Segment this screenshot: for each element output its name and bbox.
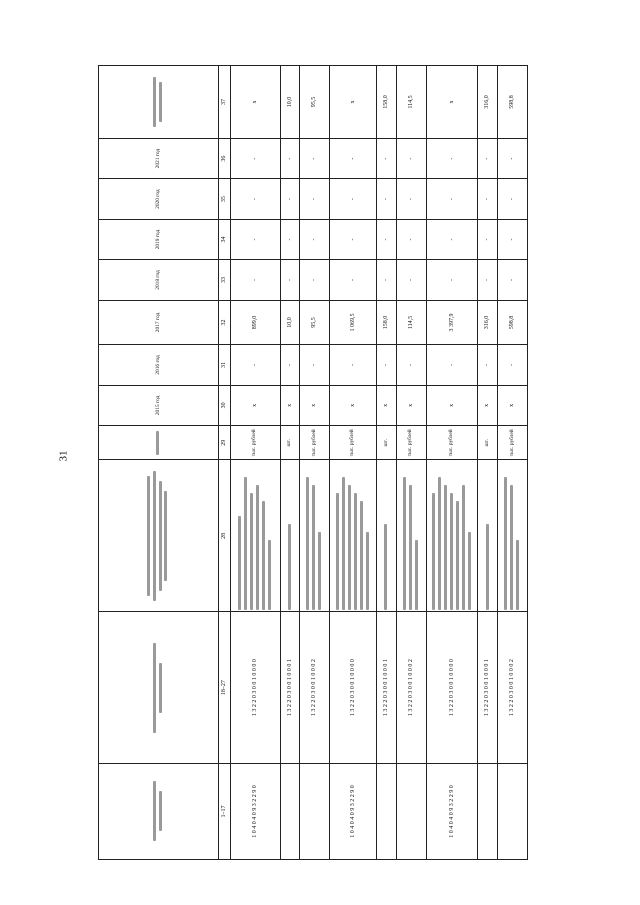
colnum-additional: 18–27 [219,612,231,764]
illegible-text-line [409,485,412,610]
table-row [396,66,426,860]
value-2017-cell: 158,0 [377,300,396,345]
additional-code-cell: 1 3 2 2 0 3 0 0 1 0 0 0 0 [329,612,376,764]
value-2018-cell: - [299,260,329,300]
page-number: 31 [57,450,70,462]
budget-code-cell: 1 0 4 0 4 0 9 3 2 2 9 0 [426,763,478,859]
header-year-2015: 2015 год [99,385,219,425]
illegible-text-line [438,477,441,610]
unit-cell: шт. [280,426,299,460]
illegible-text-line [336,493,339,610]
value-2021-cell: - [231,138,281,178]
illegible-text-line [456,501,459,610]
target-value-cell: 114,5 [396,66,426,139]
budget-code-cell [280,763,299,859]
illegible-text-line [415,540,418,610]
header-year-2016: 2016 год [99,345,219,385]
illegible-text-line [510,485,513,610]
value-2015-cell: x [396,385,426,425]
illegible-text-line [403,477,406,610]
value-2021-cell: - [478,138,497,178]
value-2015-cell: x [329,385,376,425]
additional-code-cell: 1 3 2 2 0 3 0 0 1 0 0 0 2 [299,612,329,764]
value-2016-cell: - [377,345,396,385]
illegible-text-line [366,532,369,610]
value-2019-cell: - [299,219,329,259]
colnum-unit: 29 [219,426,231,460]
value-2017-cell: 1 069,5 [329,300,376,345]
unit-cell: тыс. рублей [497,426,527,460]
value-2016-cell: - [231,345,281,385]
illegible-text-line [384,524,387,610]
colnum-budget: 1–17 [219,763,231,859]
value-2016-cell: - [280,345,299,385]
illegible-text-line [516,540,519,610]
column-number-row [219,66,231,860]
illegible-text-line [486,524,489,610]
value-2015-cell: x [299,385,329,425]
value-2019-cell: - [478,219,497,259]
value-2020-cell: - [478,179,497,219]
colnum-2018: 33 [219,260,231,300]
budget-code-cell [497,763,527,859]
program-table [98,65,528,860]
value-2021-cell: - [497,138,527,178]
value-2017-cell: 316,0 [478,300,497,345]
description-cell [280,460,299,612]
illegible-text-line [262,501,265,610]
value-2018-cell: - [396,260,426,300]
additional-code-cell: 1 3 2 2 0 3 0 0 1 0 0 0 2 [497,612,527,764]
description-cell [329,460,376,612]
additional-code-cell: 1 3 2 2 0 3 0 0 1 0 0 0 1 [377,612,396,764]
value-2016-cell: - [426,345,478,385]
colnum-2021: 36 [219,138,231,178]
budget-code-cell: 1 0 4 0 4 0 9 3 2 2 9 0 [231,763,281,859]
colnum-2019: 34 [219,219,231,259]
value-2019-cell: - [329,219,376,259]
value-2018-cell: - [497,260,527,300]
value-2019-cell: - [426,219,478,259]
description-cell [426,460,478,612]
value-2018-cell: - [329,260,376,300]
illegible-text-line [238,516,241,610]
illegible-text-line [244,477,247,610]
illegible-text-line [312,485,315,610]
budget-code-cell: 1 0 4 0 4 0 9 3 2 2 9 0 [329,763,376,859]
value-2016-cell: - [329,345,376,385]
value-2018-cell: - [231,260,281,300]
value-2020-cell: - [329,179,376,219]
description-cell [497,460,527,612]
illegible-text-line [450,493,453,610]
illegible-text-line [342,477,345,610]
additional-code-cell: 1 3 2 2 0 3 0 0 1 0 0 0 0 [231,612,281,764]
unit-cell: тыс. рублей [299,426,329,460]
header-row [99,66,219,860]
value-2020-cell: - [299,179,329,219]
unit-cell: шт. [377,426,396,460]
description-cell [478,460,497,612]
value-2016-cell: - [299,345,329,385]
budget-code-cell [299,763,329,859]
unit-cell: тыс. рублей [329,426,376,460]
value-2017-cell: 114,5 [396,300,426,345]
budget-code-cell [478,763,497,859]
value-2017-cell: 10,0 [280,300,299,345]
illegible-text-line [432,493,435,610]
unit-cell: шт. [478,426,497,460]
value-2021-cell: - [396,138,426,178]
illegible-text-line [250,493,253,610]
value-2015-cell: x [377,385,396,425]
illegible-text-line [256,485,259,610]
value-2019-cell: - [377,219,396,259]
value-2020-cell: - [280,179,299,219]
value-2018-cell: - [426,260,478,300]
description-cell [396,460,426,612]
value-2018-cell: - [280,260,299,300]
value-2019-cell: - [497,219,527,259]
target-value-cell: x [329,66,376,139]
illegible-text-line [306,477,309,610]
unit-cell: тыс. рублей [231,426,281,460]
illegible-text-line [354,493,357,610]
value-2015-cell: x [280,385,299,425]
header-year-2020: 2020 год [99,179,219,219]
header-budget-codes [99,763,219,859]
unit-cell: тыс. рублей [396,426,426,460]
target-value-cell: x [231,66,281,139]
value-2020-cell: - [377,179,396,219]
value-2020-cell: - [426,179,478,219]
value-2015-cell: x [497,385,527,425]
rotated-table-holder [98,65,528,860]
header-program-names [99,460,219,612]
value-2016-cell: - [396,345,426,385]
illegible-text-line [360,501,363,610]
table-row [478,66,497,860]
value-2021-cell: - [426,138,478,178]
value-2020-cell: - [231,179,281,219]
colnum-2017: 32 [219,300,231,345]
illegible-text-line [504,477,507,610]
value-2021-cell: - [329,138,376,178]
value-2019-cell: - [396,219,426,259]
additional-code-cell: 1 3 2 2 0 3 0 0 1 0 0 0 1 [478,612,497,764]
header-year-2017: 2017 год [99,300,219,345]
table-rotation-frame [98,65,528,860]
illegible-text-line [268,540,271,610]
description-cell [377,460,396,612]
budget-code-cell [396,763,426,859]
illegible-text-line [444,485,447,610]
value-2019-cell: - [231,219,281,259]
table-row [280,66,299,860]
illegible-text-line [462,485,465,610]
value-2021-cell: - [299,138,329,178]
value-2017-cell: 899,0 [231,300,281,345]
header-additional-codes [99,612,219,764]
target-value-cell: 10,0 [280,66,299,139]
unit-cell: тыс. рублей [426,426,478,460]
illegible-text-line [348,485,351,610]
value-2015-cell: x [426,385,478,425]
table-row [426,66,478,860]
description-cell [299,460,329,612]
table-row [231,66,281,860]
header-year-2019: 2019 год [99,219,219,259]
value-2017-cell: 3 397,9 [426,300,478,345]
value-2018-cell: - [478,260,497,300]
colnum-names: 28 [219,460,231,612]
colnum-2016: 31 [219,345,231,385]
description-cell [231,460,281,612]
table-row [377,66,396,860]
value-2017-cell: 95,5 [299,300,329,345]
additional-code-cell: 1 3 2 2 0 3 0 0 1 0 0 0 2 [396,612,426,764]
additional-code-cell: 1 3 2 2 0 3 0 0 1 0 0 0 0 [426,612,478,764]
illegible-text-line [288,524,291,610]
value-2018-cell: - [377,260,396,300]
value-2016-cell: - [497,345,527,385]
colnum-target: 37 [219,66,231,139]
value-2021-cell: - [280,138,299,178]
target-value-cell: 158,0 [377,66,396,139]
header-year-2018: 2018 год [99,260,219,300]
additional-code-cell: 1 3 2 2 0 3 0 0 1 0 0 0 1 [280,612,299,764]
target-value-cell: 95,5 [299,66,329,139]
table-body [231,66,528,860]
table-row [299,66,329,860]
value-2020-cell: - [497,179,527,219]
value-2021-cell: - [377,138,396,178]
value-2019-cell: - [280,219,299,259]
target-value-cell: 598,8 [497,66,527,139]
illegible-text-line [318,532,321,610]
header-target-value [99,66,219,139]
target-value-cell: 316,0 [478,66,497,139]
value-2020-cell: - [396,179,426,219]
header-unit [99,426,219,460]
value-2016-cell: - [478,345,497,385]
colnum-2015: 30 [219,385,231,425]
illegible-text-line [468,532,471,610]
table-row [329,66,376,860]
table-row [497,66,527,860]
value-2017-cell: 598,8 [497,300,527,345]
budget-code-cell [377,763,396,859]
value-2015-cell: x [231,385,281,425]
colnum-2020: 35 [219,179,231,219]
value-2015-cell: x [478,385,497,425]
target-value-cell: x [426,66,478,139]
header-year-2021: 2021 год [99,138,219,178]
